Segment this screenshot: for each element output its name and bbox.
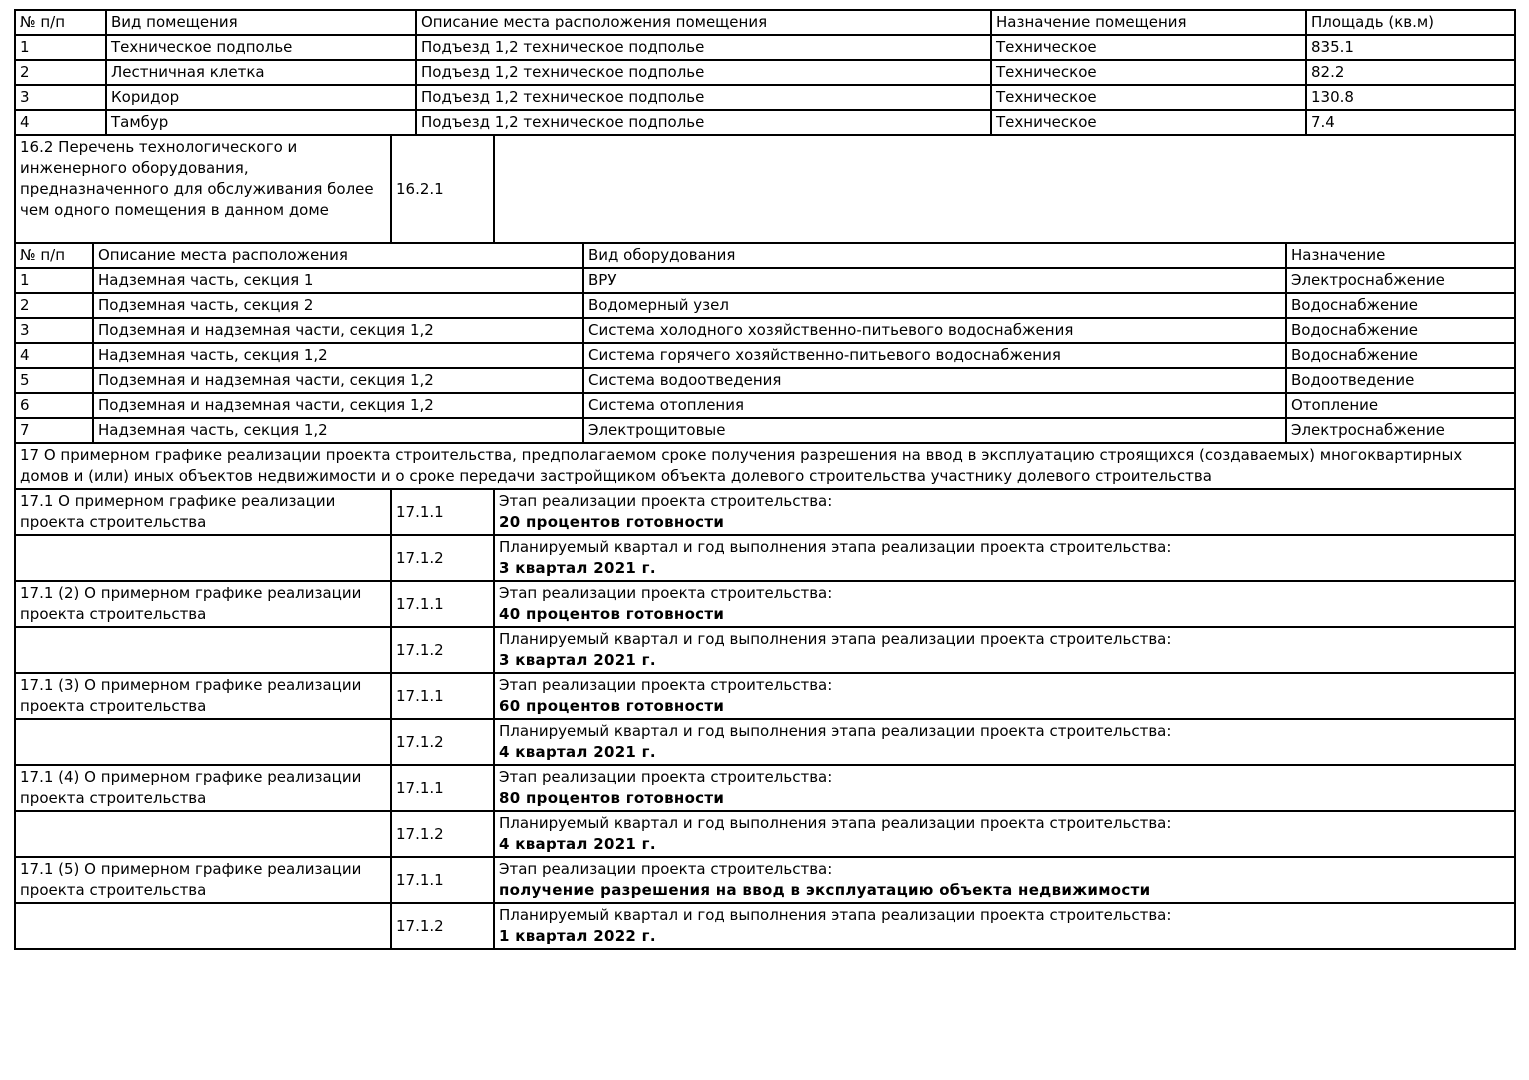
- quarter-caption: Планируемый квартал и год выполнения этапа реализации проекта строительства:: [499, 630, 1172, 648]
- table-row: [15, 268, 1515, 293]
- stage-value: 60 процентов готовности: [499, 697, 725, 715]
- cell-area: 130.8: [1306, 85, 1515, 110]
- cell-area: 835.1: [1306, 35, 1515, 60]
- table-row: [15, 35, 1515, 60]
- premises-header-row: [15, 10, 1515, 35]
- schedule-stage-row: [15, 765, 1515, 811]
- table-row: [15, 293, 1515, 318]
- schedule-code: 17.1.1: [391, 857, 494, 903]
- quarter-value: 3 квартал 2021 г.: [499, 559, 656, 577]
- cell-location: Надземная часть, секция 1,2: [93, 343, 583, 368]
- schedule-quarter-cell: [494, 535, 1515, 581]
- schedule-code: 17.1.1: [391, 489, 494, 535]
- stage-caption: Этап реализации проекта строительства:: [499, 768, 833, 786]
- cell-num: 2: [15, 60, 106, 85]
- schedule-stage-cell: [494, 489, 1515, 535]
- cell-purpose: Отопление: [1286, 393, 1515, 418]
- equipment-header-location: Описание места расположения: [93, 243, 583, 268]
- schedule-label: 17.1 (3) О примерном графике реализации проекта строительства: [15, 673, 391, 719]
- cell-equipment: ВРУ: [583, 268, 1286, 293]
- stage-caption: Этап реализации проекта строительства:: [499, 584, 833, 602]
- quarter-value: 3 квартал 2021 г.: [499, 651, 656, 669]
- stage-caption: Этап реализации проекта строительства:: [499, 860, 833, 878]
- schedule-code: 17.1.2: [391, 903, 494, 949]
- cell-num: 5: [15, 368, 93, 393]
- cell-num: 6: [15, 393, 93, 418]
- schedule-label-empty: [15, 627, 391, 673]
- schedule-stage-row: [15, 581, 1515, 627]
- premises-header-type: Вид помещения: [106, 10, 416, 35]
- schedule-label-empty: [15, 535, 391, 581]
- schedule-code: 17.1.2: [391, 627, 494, 673]
- cell-location: Подземная и надземная части, секция 1,2: [93, 368, 583, 393]
- cell-num: 3: [15, 318, 93, 343]
- schedule-stage-cell: [494, 765, 1515, 811]
- cell-purpose: Водоснабжение: [1286, 293, 1515, 318]
- table-row: [15, 85, 1515, 110]
- cell-num: 1: [15, 268, 93, 293]
- cell-type: Коридор: [106, 85, 416, 110]
- cell-num: 1: [15, 35, 106, 60]
- cell-purpose: Техническое: [991, 110, 1306, 135]
- cell-location: Надземная часть, секция 1,2: [93, 418, 583, 443]
- schedule-quarter-row: [15, 903, 1515, 949]
- cell-equipment: Система холодного хозяйственно-питьевого водоснабжения: [583, 318, 1286, 343]
- schedule-code: 17.1.2: [391, 719, 494, 765]
- schedule-label: 17.1 (2) О примерном графике реализации проекта строительства: [15, 581, 391, 627]
- cell-purpose: Водоснабжение: [1286, 343, 1515, 368]
- cell-location: Подъезд 1,2 техническое подполье: [416, 35, 991, 60]
- cell-num: 7: [15, 418, 93, 443]
- cell-equipment: Система водоотведения: [583, 368, 1286, 393]
- stage-caption: Этап реализации проекта строительства:: [499, 676, 833, 694]
- schedule-code: 17.1.1: [391, 765, 494, 811]
- cell-num: 4: [15, 343, 93, 368]
- schedule-label: 17.1 (5) О примерном графике реализации проекта строительства: [15, 857, 391, 903]
- cell-purpose: Электроснабжение: [1286, 418, 1515, 443]
- cell-purpose: Водоснабжение: [1286, 318, 1515, 343]
- equipment-header-row: [15, 243, 1515, 268]
- schedule-stage-row: [15, 857, 1515, 903]
- schedule-quarter-row: [15, 535, 1515, 581]
- cell-equipment: Система горячего хозяйственно-питьевого водоснабжения: [583, 343, 1286, 368]
- schedule-label-empty: [15, 903, 391, 949]
- schedule-label-empty: [15, 719, 391, 765]
- cell-location: Подъезд 1,2 техническое подполье: [416, 110, 991, 135]
- cell-area: 82.2: [1306, 60, 1515, 85]
- cell-area: 7.4: [1306, 110, 1515, 135]
- section-17-title: 17 О примерном графике реализации проекта строительства, предполагаемом сроке получения разрешения на ввод в эксплуатацию строящихся (создаваемых) многоквартирных домов и (или) иных объектов недвижимости и о сроке передачи застройщиком объекта долевого строительства участнику долевого строительства: [15, 443, 1515, 489]
- cell-equipment: Система отопления: [583, 393, 1286, 418]
- cell-num: 2: [15, 293, 93, 318]
- cell-purpose: Техническое: [991, 85, 1306, 110]
- equipment-header-purpose: Назначение: [1286, 243, 1515, 268]
- schedule-quarter-cell: [494, 903, 1515, 949]
- cell-type: Лестничная клетка: [106, 60, 416, 85]
- premises-header-purpose: Назначение помещения: [991, 10, 1306, 35]
- schedule-quarter-row: [15, 719, 1515, 765]
- cell-equipment: Электрощитовые: [583, 418, 1286, 443]
- cell-purpose: Техническое: [991, 60, 1306, 85]
- cell-location: Подъезд 1,2 техническое подполье: [416, 60, 991, 85]
- schedule-code: 17.1.1: [391, 673, 494, 719]
- stage-value: 80 процентов готовности: [499, 789, 725, 807]
- schedule-stage-cell: [494, 673, 1515, 719]
- schedule-stage-cell: [494, 581, 1515, 627]
- premises-table: [14, 9, 1516, 136]
- cell-num: 4: [15, 110, 106, 135]
- equipment-table: [14, 242, 1516, 444]
- cell-location: Подъезд 1,2 техническое подполье: [416, 85, 991, 110]
- table-row: [15, 393, 1515, 418]
- schedule-quarter-row: [15, 627, 1515, 673]
- schedule-stage-cell: [494, 857, 1515, 903]
- schedule-code: 17.1.2: [391, 811, 494, 857]
- schedule-label: 17.1 (4) О примерном графике реализации проекта строительства: [15, 765, 391, 811]
- table-row: [15, 135, 1515, 243]
- section-17-title-row: [14, 442, 1516, 490]
- quarter-caption: Планируемый квартал и год выполнения этапа реализации проекта строительства:: [499, 814, 1172, 832]
- premises-header-num: № п/п: [15, 10, 106, 35]
- equipment-header-kind: Вид оборудования: [583, 243, 1286, 268]
- schedule-table: [14, 488, 1516, 950]
- cell-purpose: Водоотведение: [1286, 368, 1515, 393]
- schedule-stage-row: [15, 489, 1515, 535]
- quarter-value: 1 квартал 2022 г.: [499, 927, 656, 945]
- cell-purpose: Техническое: [991, 35, 1306, 60]
- cell-equipment: Водомерный узел: [583, 293, 1286, 318]
- schedule-quarter-cell: [494, 627, 1515, 673]
- schedule-quarter-cell: [494, 719, 1515, 765]
- cell-location: Подземная и надземная части, секция 1,2: [93, 318, 583, 343]
- table-row: [15, 443, 1515, 489]
- schedule-code: 17.1.2: [391, 535, 494, 581]
- cell-type: Техническое подполье: [106, 35, 416, 60]
- section-16-2-label: 16.2 Перечень технологического и инженерного оборудования, предназначенного для обслуживания более чем одного помещения в данном доме: [15, 135, 391, 243]
- cell-type: Тамбур: [106, 110, 416, 135]
- table-row: [15, 318, 1515, 343]
- quarter-caption: Планируемый квартал и год выполнения этапа реализации проекта строительства:: [499, 906, 1172, 924]
- quarter-value: 4 квартал 2021 г.: [499, 743, 656, 761]
- table-row: [15, 343, 1515, 368]
- stage-caption: Этап реализации проекта строительства:: [499, 492, 833, 510]
- schedule-code: 17.1.1: [391, 581, 494, 627]
- cell-location: Подземная и надземная части, секция 1,2: [93, 393, 583, 418]
- stage-value: 40 процентов готовности: [499, 605, 725, 623]
- stage-value: получение разрешения на ввод в эксплуатацию объекта недвижимости: [499, 881, 1151, 899]
- table-row: [15, 368, 1515, 393]
- section-16-2-row: [14, 134, 1516, 244]
- premises-header-location: Описание места расположения помещения: [416, 10, 991, 35]
- schedule-stage-row: [15, 673, 1515, 719]
- schedule-quarter-cell: [494, 811, 1515, 857]
- quarter-caption: Планируемый квартал и год выполнения этапа реализации проекта строительства:: [499, 538, 1172, 556]
- stage-value: 20 процентов готовности: [499, 513, 725, 531]
- schedule-quarter-row: [15, 811, 1515, 857]
- section-16-2-value: [494, 135, 1515, 243]
- table-row: [15, 60, 1515, 85]
- cell-purpose: Электроснабжение: [1286, 268, 1515, 293]
- equipment-header-num: № п/п: [15, 243, 93, 268]
- quarter-caption: Планируемый квартал и год выполнения этапа реализации проекта строительства:: [499, 722, 1172, 740]
- cell-location: Подземная часть, секция 2: [93, 293, 583, 318]
- table-row: [15, 110, 1515, 135]
- table-row: [15, 418, 1515, 443]
- section-16-2-code: 16.2.1: [391, 135, 494, 243]
- schedule-label-empty: [15, 811, 391, 857]
- cell-num: 3: [15, 85, 106, 110]
- cell-location: Надземная часть, секция 1: [93, 268, 583, 293]
- schedule-label: 17.1 О примерном графике реализации проекта строительства: [15, 489, 391, 535]
- quarter-value: 4 квартал 2021 г.: [499, 835, 656, 853]
- premises-header-area: Площадь (кв.м): [1306, 10, 1515, 35]
